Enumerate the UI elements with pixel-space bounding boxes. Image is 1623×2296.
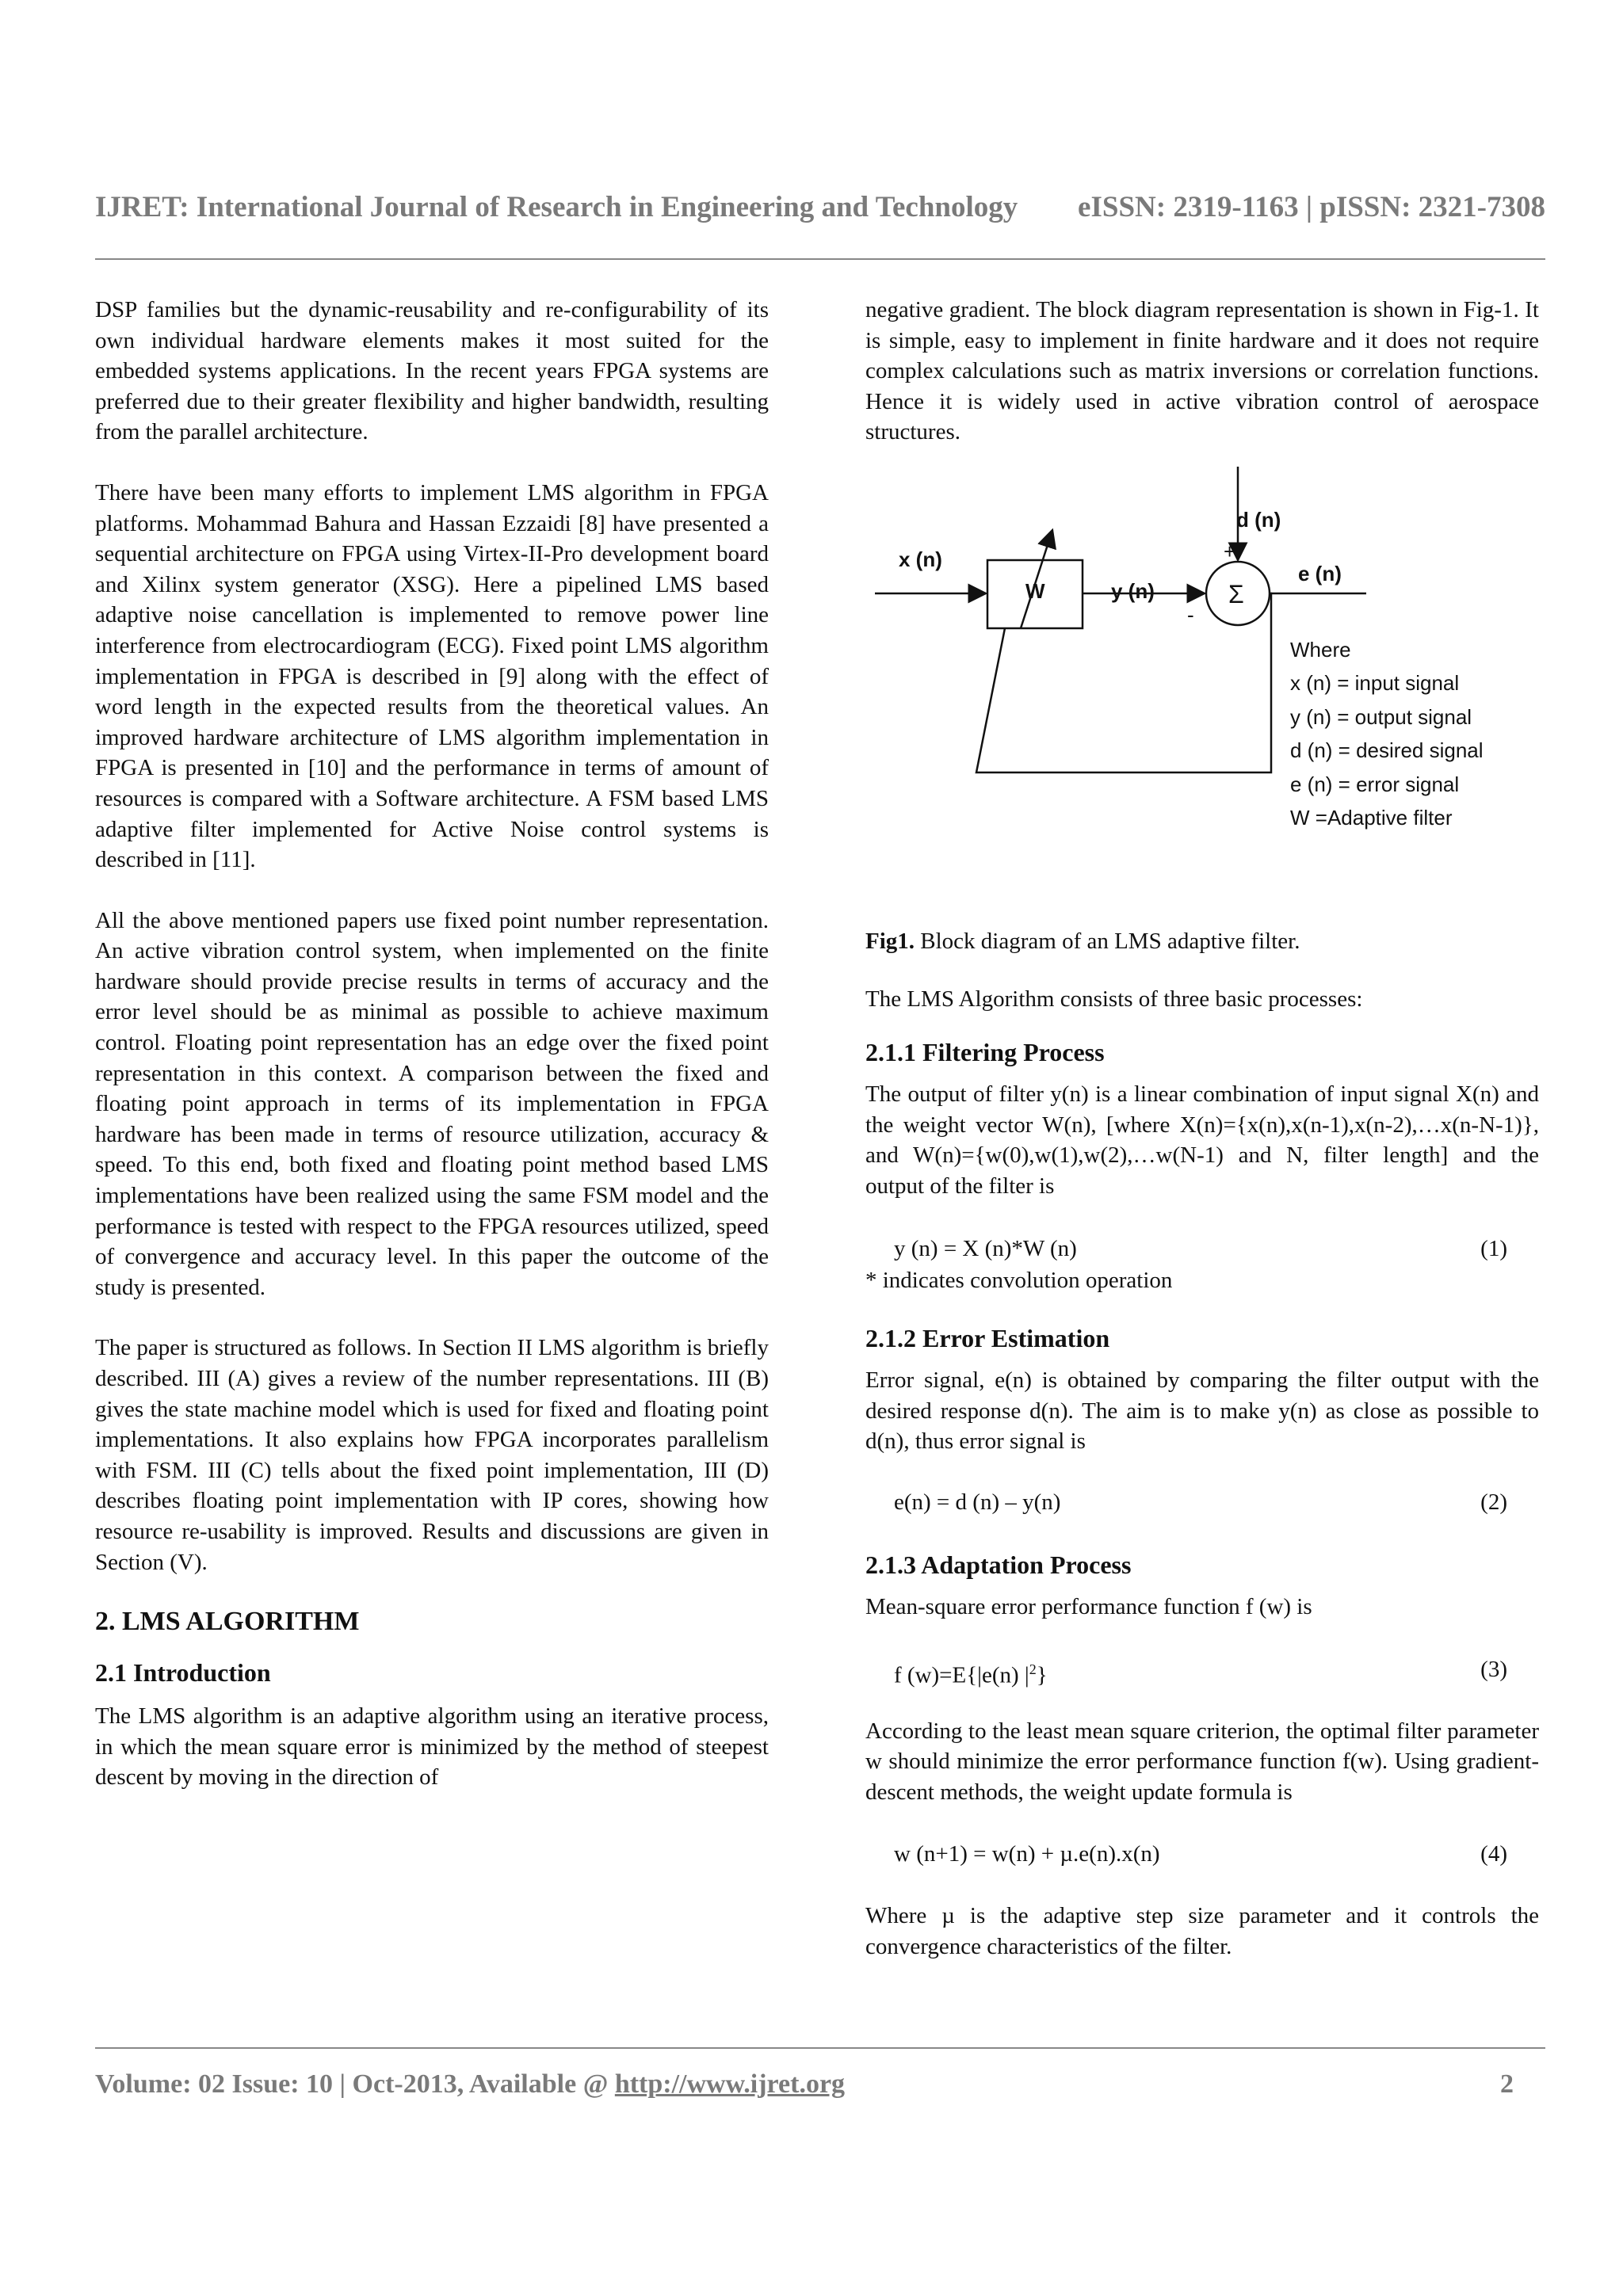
figure-caption [865,926,1539,957]
minus-sign: - [1187,602,1194,627]
paragraph: negative gradient. The block diagram representation is shown in Fig-1. It is simple, easy to implement in finite hardware and it does not require complex calculations such as matrix inversions or correlation functions. Hence it is widely used in active vibration control of aerospace structures. [865,297,1539,445]
journal-title: IJRET: International Journal of Research in Engineering and Technology [95,191,1018,223]
paragraph: Where µ is the adaptive step size parameter and it controls the convergence characteristics of the filter. [865,1903,1539,1959]
left-column [95,295,769,1793]
equation-number: (3) [1480,1656,1507,1682]
equation-number: (4) [1480,1841,1507,1867]
equation-text: w (n+1) = w(n) + µ.e(n).x(n) [894,1841,1160,1867]
footer-text: Volume: 02 Issue: 10 | Oct-2013, Available @ [95,2069,615,2099]
equation-text: y (n) = X (n)*W (n) [894,1235,1077,1261]
paragraph: Error signal, e(n) is obtained by comparing the filter output with the desired response d(n). The aim is to make y(n) as close as possible to d(n), thus error signal is [865,1367,1539,1455]
legend-item: W =Adaptive filter [1290,806,1453,830]
paragraph: The output of filter y(n) is a linear combination of input signal X(n) and the weight vector W(n), [where X(n)={x(n),x(n-1),x(n-2),…x(n-N-1)}, and W(n)={w(0),w(1),w(2),…w(N-1) and N, filter length] and the output of the filter is [865,1081,1539,1199]
caption-text: Block diagram of an LMS adaptive filter. [915,928,1300,954]
paragraph: There have been many efforts to implement LMS algorithm in FPGA platforms. Mohammad Bahura and Hassan Ezzaidi [8] have presented a sequential architecture on FPGA using Virtex-II-Pro development board and Xilinx system generator (XSG). Here a pipelined LMS based adaptive noise cancellation is implemented to remove power line interference from electrocardiogram (ECG). Fixed point LMS algorithm implementation in FPGA is described in [9] along with the effect of word length in the expected results from the theoretical values. An improved hardware architecture of LMS algorithm implementation in FPGA is presented in [10] and the performance in terms of amount of resources is compared with a Software architecture. A FSM based LMS adaptive filter implemented for Active Noise control systems is described in [11]. [95,479,769,873]
legend-item: Where [1290,637,1351,662]
right-column [865,295,1539,1962]
d-label: d (n) [1236,507,1281,532]
legend-item: e (n) = error signal [1290,772,1460,796]
e-label: e (n) [1298,561,1342,585]
paragraph: Mean-square error performance function f (w) is [865,1593,1312,1619]
subsection-heading: 2.1.2 Error Estimation [865,1324,1110,1353]
y-label: y (n) [1111,578,1155,603]
lms-block-diagram [865,467,1539,926]
equation-1 [865,1234,1539,1265]
legend-item: y (n) = output signal [1290,704,1472,729]
equation-2 [865,1487,1539,1519]
paragraph: DSP families but the dynamic-reusability and re-configurability of its own individual hardware elements makes it most suited for the embedded systems applications. In the recent years FPGA systems are preferred due to their greater flexibility and higher bandwidth, resulting from the parallel architecture. [95,297,769,445]
equation-text: e(n) = d (n) – y(n) [894,1489,1061,1515]
plus-sign: + [1224,539,1236,563]
x-label: x (n) [899,547,942,571]
header-rule [95,258,1545,260]
subsection-heading: 2.1.3 Adaptation Process [865,1550,1132,1579]
paragraph: The LMS Algorithm consists of three basic processes: [865,986,1363,1012]
paragraph: All the above mentioned papers use fixed point number representation. An active vibration control system, when implemented on the finite hardware should provide precise results in terms of accuracy and the error level should be as minimal as possible to achieve maximum control. Floating point representation has an edge over the fixed point representation in this context. A comparison between the fixed and floating point approach in terms of its implementation in FPGA hardware has been made in terms of resource utilization, accuracy & speed. To this end, both fixed and floating point method based LMS implementations have been realized using the same FSM model and the performance is tested with respect to the FPGA resources utilized, speed of convergence and accuracy level. In this paper the outcome of the study is presented. [95,907,769,1300]
journal-header [95,190,1545,238]
subsection-heading: 2.1.1 Filtering Process [865,1038,1105,1067]
footer-rule [95,2047,1545,2049]
page-footer [95,2069,1545,2100]
equation-3 [865,1654,1539,1686]
equation-number: (1) [1480,1235,1507,1261]
legend-item: x (n) = input signal [1290,671,1460,696]
paragraph: According to the least mean square criterion, the optimal filter parameter w should minimize the error performance function f(w). Using gradient-descent methods, the weight update formula is [865,1718,1539,1805]
page-number: 2 [1500,2069,1514,2099]
paragraph: The LMS algorithm is an adaptive algorithm using an iterative process, in which the mean square error is minimized by the method of steepest descent by moving in the direction of [95,1703,769,1791]
equation-4 [865,1839,1539,1871]
paragraph: The paper is structured as follows. In Section II LMS algorithm is briefly described. III (A) gives a review of the number representations. III (B) gives the state machine model which is used for fixed and floating point implementations. It also explains how FPGA incorporates parallelism with FSM. III (C) tells about the fixed point implementation, III (D) describes floating point implementation with IP cores, showing how resource re-usability is improved. Results and discussions are given in Section (V). [95,1335,769,1575]
equation-number: (2) [1480,1489,1507,1515]
section-heading: 2. LMS ALGORITHM [95,1607,360,1637]
equation-text: f (w)=E{|e(n) $|^2$} [894,1661,1048,1688]
issn: eISSN: 2319-1163 | pISSN: 2321-7308 [1078,191,1545,223]
equation-note: * indicates convolution operation [865,1267,1173,1293]
caption-label: Fig1. [865,928,915,954]
journal-link[interactable]: http://www.ijret.org [614,2069,846,2099]
subsection-heading: 2.1 Introduction [95,1658,271,1688]
legend-item: d (n) = desired signal [1290,738,1484,763]
sigma-symbol: Σ [1228,579,1244,608]
diagram-legend [1290,633,1484,835]
w-label: W [1025,578,1045,603]
